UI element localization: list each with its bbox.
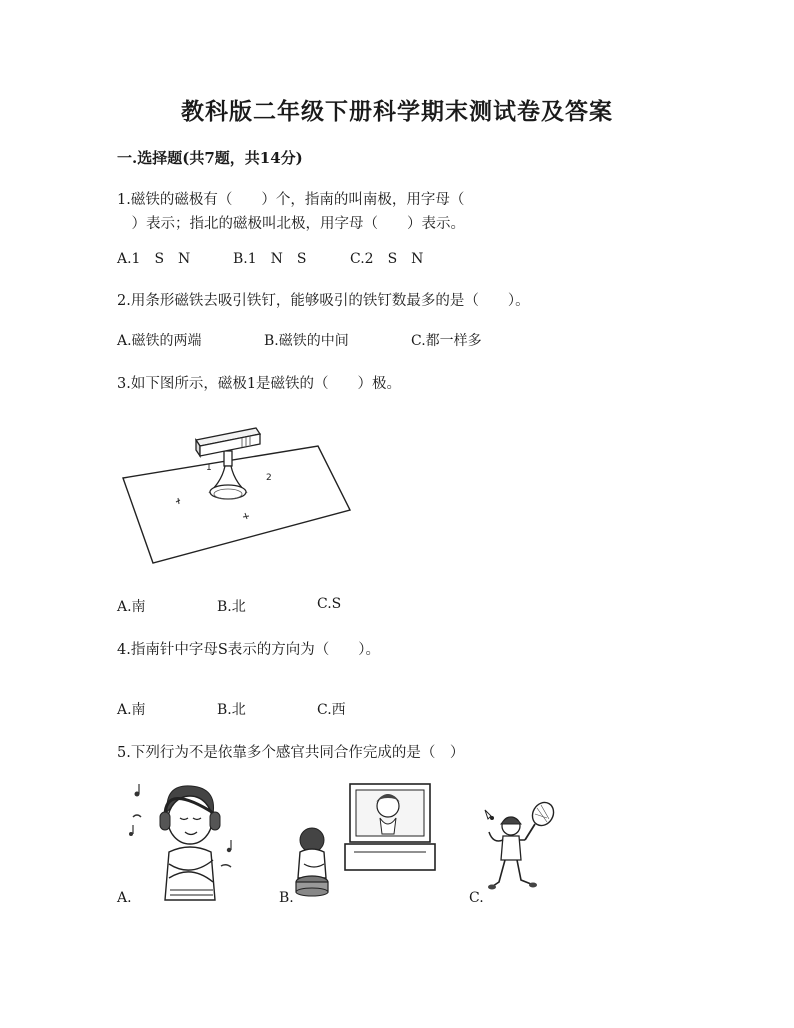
option-a[interactable]: A. xyxy=(117,890,132,906)
magnet-on-paper-figure xyxy=(118,418,353,568)
question-3: 3.如下图所示，磁极1是磁铁的（ ）极。 xyxy=(117,376,402,392)
option-a[interactable]: A.南 xyxy=(117,599,146,615)
option-a[interactable]: A.南 xyxy=(117,702,146,718)
option-c[interactable]: C.都一样多 xyxy=(411,333,482,349)
page-title: 教科版二年级下册科学期末测试卷及答案 xyxy=(181,98,613,125)
question-1 xyxy=(117,188,497,236)
option-c[interactable]: C.西 xyxy=(317,702,346,718)
option-a[interactable]: A.磁铁的两端 xyxy=(117,333,202,349)
option-c[interactable]: C. xyxy=(469,890,484,906)
child-watching-tv-illustration xyxy=(290,782,445,897)
option-b[interactable]: B. xyxy=(279,890,294,906)
pole-label-2: 2 xyxy=(266,473,272,483)
question-2: 2.用条形磁铁去吸引铁钉，能够吸引的铁钉数最多的是（ ）。 xyxy=(117,293,530,309)
option-b[interactable]: B.1 N S xyxy=(233,251,307,267)
option-b[interactable]: B.北 xyxy=(217,702,246,718)
option-b[interactable]: B.磁铁的中间 xyxy=(264,333,349,349)
child-playing-badminton-illustration xyxy=(475,800,565,900)
question-4: 4.指南针中字母S表示的方向为（ ）。 xyxy=(117,642,381,658)
question-1-line-2: ）表示；指北的磁极叫北极，用字母（ ）表示。 xyxy=(117,216,465,232)
boy-listening-music-illustration xyxy=(125,782,250,902)
option-c[interactable]: C.S xyxy=(317,596,342,612)
option-a[interactable]: A.1 S N xyxy=(117,251,191,267)
option-b[interactable]: B.北 xyxy=(217,599,246,615)
question-5: 5.下列行为不是依靠多个感官共同合作完成的是（ ） xyxy=(117,745,465,761)
pole-label-1: 1 xyxy=(206,463,212,473)
section-heading: 一.选择题(共7题，共14分) xyxy=(117,149,303,167)
option-c[interactable]: C.2 S N xyxy=(350,251,424,267)
question-1-line-1: 1.磁铁的磁极有（ ）个，指南的叫南极，用字母（ xyxy=(117,192,465,208)
